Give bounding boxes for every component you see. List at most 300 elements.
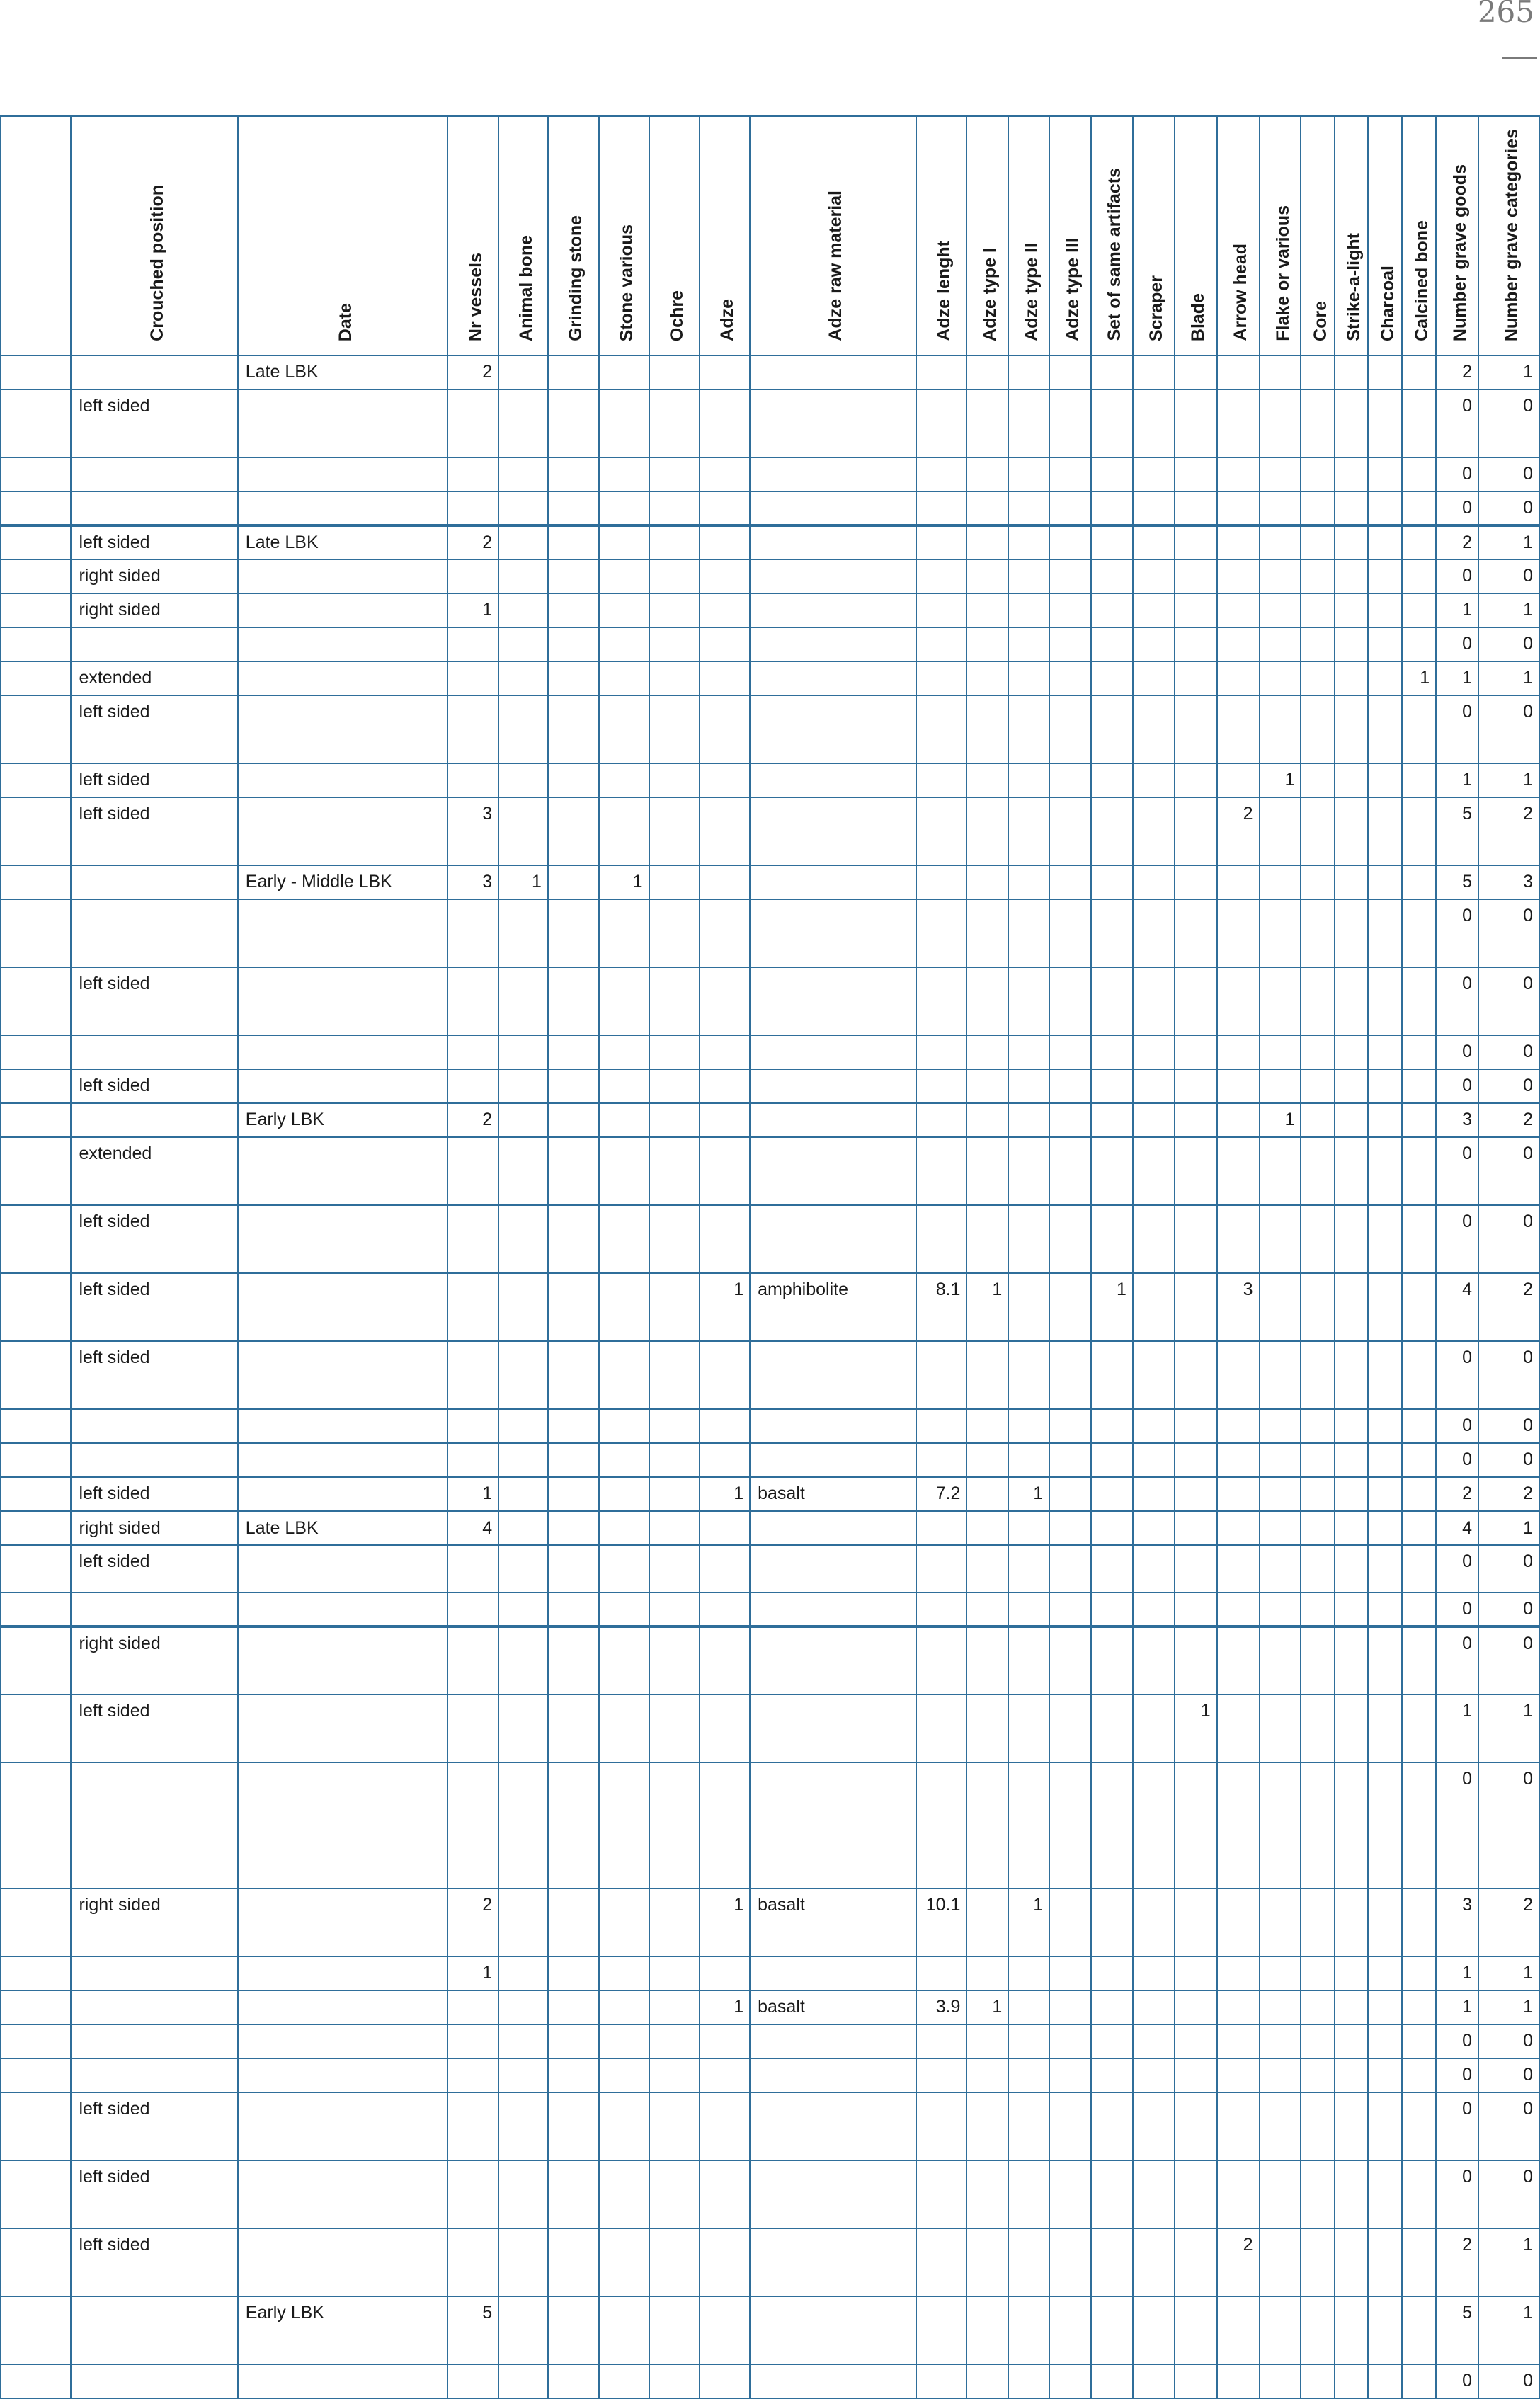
- cell-blade: [1175, 695, 1217, 763]
- cell-t3: [1049, 1592, 1091, 1626]
- cell-flake: [1260, 1341, 1301, 1409]
- cell-t1: [966, 797, 1008, 865]
- cell-blade: [1175, 1956, 1217, 1990]
- cell-scraper: [1133, 899, 1175, 967]
- cell-t2: [1008, 491, 1049, 525]
- cell-calcined: [1402, 1592, 1436, 1626]
- cell-vessels: [447, 491, 498, 525]
- cell-vessels: [447, 967, 498, 1035]
- cell-set: [1091, 1443, 1133, 1477]
- cell-goods: 0: [1436, 1762, 1478, 1888]
- cell-cats: 0: [1478, 1762, 1539, 1888]
- cell-ochre: [649, 1626, 700, 1694]
- cell-t1: [966, 1103, 1008, 1137]
- cell-goods: 0: [1436, 1035, 1478, 1069]
- cell-id: [1, 1443, 71, 1477]
- table-row: [1, 1477, 1539, 1511]
- cell-t1: [966, 1205, 1008, 1273]
- cell-scraper: [1133, 2296, 1175, 2364]
- cell-vessels: [447, 1545, 498, 1592]
- cell-goods: 1: [1436, 1694, 1478, 1762]
- cell-raw: [750, 1511, 916, 1545]
- table-row: [1, 2024, 1539, 2058]
- cell-arrow: [1217, 1341, 1260, 1409]
- cell-strike: [1335, 695, 1368, 763]
- table-header-row: [1, 116, 1539, 356]
- cell-stone: [599, 2160, 649, 2228]
- cell-scraper: [1133, 2058, 1175, 2092]
- cell-set: [1091, 491, 1133, 525]
- cell-grind: [548, 355, 599, 389]
- cell-date: [238, 1694, 448, 1762]
- cell-t2: [1008, 2092, 1049, 2160]
- cell-goods: 0: [1436, 2058, 1478, 2092]
- cell-strike: [1335, 559, 1368, 593]
- cell-charcoal: [1368, 1205, 1402, 1273]
- cell-scraper: [1133, 2092, 1175, 2160]
- cell-charcoal: [1368, 1443, 1402, 1477]
- cell-cats: 1: [1478, 593, 1539, 627]
- cell-adze: [700, 355, 750, 389]
- cell-scraper: [1133, 1694, 1175, 1762]
- cell-calcined: [1402, 865, 1436, 899]
- cell-t3: [1049, 1477, 1091, 1511]
- cell-calcined: [1402, 355, 1436, 389]
- cell-t2: [1008, 2364, 1049, 2398]
- cell-animal: [498, 2160, 548, 2228]
- cell-charcoal: [1368, 797, 1402, 865]
- cell-cats: 0: [1478, 627, 1539, 661]
- cell-t3: [1049, 2296, 1091, 2364]
- cell-raw: [750, 2092, 916, 2160]
- cell-vessels: [447, 2092, 498, 2160]
- cell-pos: left sided: [71, 763, 237, 797]
- cell-charcoal: [1368, 1956, 1402, 1990]
- cell-goods: 1: [1436, 763, 1478, 797]
- cell-pos: [71, 355, 237, 389]
- cell-date: [238, 1477, 448, 1511]
- cell-stone: [599, 1205, 649, 1273]
- cell-t2: [1008, 1103, 1049, 1137]
- cell-set: [1091, 797, 1133, 865]
- cell-t2: [1008, 1069, 1049, 1103]
- cell-charcoal: [1368, 1035, 1402, 1069]
- cell-date: [238, 763, 448, 797]
- col-header-date: [238, 116, 448, 356]
- cell-t1: [966, 1762, 1008, 1888]
- cell-cats: 0: [1478, 1205, 1539, 1273]
- cell-arrow: 2: [1217, 2228, 1260, 2296]
- cell-charcoal: [1368, 1592, 1402, 1626]
- cell-arrow: [1217, 661, 1260, 695]
- cell-arrow: [1217, 2092, 1260, 2160]
- cell-flake: [1260, 1069, 1301, 1103]
- cell-ochre: [649, 355, 700, 389]
- cell-arrow: [1217, 1205, 1260, 1273]
- cell-t1: [966, 593, 1008, 627]
- cell-blade: [1175, 2364, 1217, 2398]
- cell-blade: [1175, 2228, 1217, 2296]
- table-row: [1, 967, 1539, 1035]
- cell-adze: [700, 491, 750, 525]
- cell-arrow: [1217, 1443, 1260, 1477]
- cell-flake: [1260, 865, 1301, 899]
- cell-t2: [1008, 1694, 1049, 1762]
- cell-strike: [1335, 1069, 1368, 1103]
- cell-vessels: [447, 1409, 498, 1443]
- cell-flake: [1260, 559, 1301, 593]
- cell-t2: [1008, 899, 1049, 967]
- cell-grind: [548, 763, 599, 797]
- cell-raw: [750, 1694, 916, 1762]
- cell-flake: [1260, 2024, 1301, 2058]
- col-header-scraper: [1133, 116, 1175, 356]
- cell-blade: [1175, 1443, 1217, 1477]
- cell-blade: [1175, 2296, 1217, 2364]
- cell-t2: [1008, 525, 1049, 559]
- cell-arrow: [1217, 627, 1260, 661]
- cell-scraper: [1133, 389, 1175, 457]
- col-header-arrow: [1217, 116, 1260, 356]
- cell-id: [1, 1545, 71, 1592]
- cell-animal: [498, 1956, 548, 1990]
- cell-raw: [750, 797, 916, 865]
- col-header-t2: [1008, 116, 1049, 356]
- col-header-goods: [1436, 116, 1478, 356]
- cell-flake: [1260, 1592, 1301, 1626]
- cell-calcined: [1402, 1137, 1436, 1205]
- cell-vessels: 3: [447, 865, 498, 899]
- cell-calcined: [1402, 1341, 1436, 1409]
- cell-core: [1301, 627, 1335, 661]
- cell-date: [238, 899, 448, 967]
- cell-goods: 0: [1436, 1443, 1478, 1477]
- cell-charcoal: [1368, 355, 1402, 389]
- cell-t3: [1049, 559, 1091, 593]
- cell-strike: [1335, 1694, 1368, 1762]
- cell-stone: [599, 1035, 649, 1069]
- cell-vessels: 1: [447, 1477, 498, 1511]
- cell-set: [1091, 2160, 1133, 2228]
- cell-scraper: [1133, 1592, 1175, 1626]
- cell-pos: extended: [71, 661, 237, 695]
- cell-animal: [498, 1626, 548, 1694]
- cell-grind: [548, 1888, 599, 1956]
- cell-grind: [548, 593, 599, 627]
- cell-flake: 1: [1260, 763, 1301, 797]
- col-header-id: [1, 116, 71, 356]
- col-header-label: Date: [335, 302, 355, 341]
- cell-set: [1091, 1035, 1133, 1069]
- cell-goods: 0: [1436, 457, 1478, 491]
- cell-cats: 1: [1478, 355, 1539, 389]
- cell-vessels: [447, 1990, 498, 2024]
- cell-pos: [71, 1035, 237, 1069]
- cell-ochre: [649, 2228, 700, 2296]
- cell-len: [916, 559, 967, 593]
- col-header-grind: [548, 116, 599, 356]
- cell-ochre: [649, 2092, 700, 2160]
- cell-blade: [1175, 1511, 1217, 1545]
- cell-stone: [599, 627, 649, 661]
- cell-strike: [1335, 2296, 1368, 2364]
- cell-raw: basalt: [750, 1990, 916, 2024]
- cell-charcoal: [1368, 1511, 1402, 1545]
- cell-flake: [1260, 457, 1301, 491]
- cell-stone: [599, 1762, 649, 1888]
- cell-stone: [599, 1990, 649, 2024]
- cell-arrow: [1217, 1545, 1260, 1592]
- col-header-core: [1301, 116, 1335, 356]
- cell-t1: [966, 1592, 1008, 1626]
- cell-cats: 1: [1478, 1694, 1539, 1762]
- cell-id: [1, 1956, 71, 1990]
- cell-calcined: [1402, 389, 1436, 457]
- cell-date: Late LBK: [238, 1511, 448, 1545]
- cell-raw: [750, 2228, 916, 2296]
- cell-len: [916, 1956, 967, 1990]
- cell-pos: left sided: [71, 1273, 237, 1341]
- cell-cats: 0: [1478, 1545, 1539, 1592]
- cell-ochre: [649, 559, 700, 593]
- cell-raw: basalt: [750, 1888, 916, 1956]
- cell-t3: [1049, 1341, 1091, 1409]
- cell-strike: [1335, 355, 1368, 389]
- cell-strike: [1335, 1137, 1368, 1205]
- cell-core: [1301, 2228, 1335, 2296]
- cell-len: [916, 899, 967, 967]
- cell-date: [238, 1409, 448, 1443]
- cell-set: [1091, 763, 1133, 797]
- cell-goods: 0: [1436, 2092, 1478, 2160]
- cell-adze: [700, 2228, 750, 2296]
- cell-ochre: [649, 1069, 700, 1103]
- col-header-label: Animal bone: [515, 234, 536, 341]
- cell-animal: [498, 389, 548, 457]
- cell-len: [916, 355, 967, 389]
- cell-grind: [548, 899, 599, 967]
- table-row: [1, 1762, 1539, 1888]
- cell-charcoal: [1368, 389, 1402, 457]
- cell-ochre: [649, 457, 700, 491]
- cell-ochre: [649, 2160, 700, 2228]
- cell-goods: 1: [1436, 1990, 1478, 2024]
- page-number-rule: [1502, 57, 1537, 59]
- cell-set: [1091, 1545, 1133, 1592]
- cell-vessels: [447, 1443, 498, 1477]
- cell-raw: [750, 2058, 916, 2092]
- cell-t2: [1008, 967, 1049, 1035]
- cell-animal: [498, 2364, 548, 2398]
- table-row: [1, 593, 1539, 627]
- cell-grind: [548, 389, 599, 457]
- cell-vessels: [447, 1205, 498, 1273]
- cell-goods: 0: [1436, 2364, 1478, 2398]
- cell-adze: [700, 1443, 750, 1477]
- cell-strike: [1335, 1956, 1368, 1990]
- col-header-label: Blade: [1188, 292, 1209, 341]
- cell-adze: [700, 1205, 750, 1273]
- cell-len: [916, 1545, 967, 1592]
- cell-arrow: [1217, 1762, 1260, 1888]
- cell-core: [1301, 1990, 1335, 2024]
- cell-goods: 3: [1436, 1103, 1478, 1137]
- cell-raw: [750, 1443, 916, 1477]
- cell-charcoal: [1368, 559, 1402, 593]
- col-header-animal: [498, 116, 548, 356]
- cell-strike: [1335, 627, 1368, 661]
- cell-vessels: [447, 2024, 498, 2058]
- cell-calcined: [1402, 2092, 1436, 2160]
- cell-ochre: [649, 763, 700, 797]
- cell-t2: [1008, 1592, 1049, 1626]
- cell-id: [1, 1409, 71, 1443]
- cell-core: [1301, 1069, 1335, 1103]
- cell-ochre: [649, 1035, 700, 1069]
- cell-date: [238, 1069, 448, 1103]
- col-header-label: Adze: [717, 299, 738, 341]
- cell-raw: [750, 559, 916, 593]
- cell-ochre: [649, 1511, 700, 1545]
- cell-core: [1301, 1341, 1335, 1409]
- cell-t1: [966, 1069, 1008, 1103]
- cell-flake: [1260, 1990, 1301, 2024]
- cell-blade: [1175, 2024, 1217, 2058]
- cell-t1: [966, 1035, 1008, 1069]
- cell-raw: [750, 865, 916, 899]
- cell-grind: [548, 1103, 599, 1137]
- cell-pos: [71, 2024, 237, 2058]
- cell-grind: [548, 1762, 599, 1888]
- cell-t3: [1049, 2092, 1091, 2160]
- cell-date: Early LBK: [238, 1103, 448, 1137]
- cell-grind: [548, 661, 599, 695]
- cell-core: [1301, 389, 1335, 457]
- cell-charcoal: [1368, 2092, 1402, 2160]
- cell-set: [1091, 1694, 1133, 1762]
- cell-ochre: [649, 865, 700, 899]
- cell-arrow: [1217, 695, 1260, 763]
- cell-adze: [700, 1511, 750, 1545]
- table-row: [1, 2364, 1539, 2398]
- cell-t3: [1049, 593, 1091, 627]
- cell-cats: 1: [1478, 1511, 1539, 1545]
- cell-date: [238, 661, 448, 695]
- cell-core: [1301, 1273, 1335, 1341]
- cell-arrow: [1217, 491, 1260, 525]
- cell-vessels: [447, 899, 498, 967]
- cell-id: [1, 899, 71, 967]
- cell-raw: [750, 661, 916, 695]
- cell-ochre: [649, 627, 700, 661]
- cell-ochre: [649, 1409, 700, 1443]
- cell-core: [1301, 559, 1335, 593]
- cell-core: [1301, 899, 1335, 967]
- cell-pos: left sided: [71, 695, 237, 763]
- cell-strike: [1335, 1477, 1368, 1511]
- cell-animal: [498, 2024, 548, 2058]
- cell-strike: [1335, 1888, 1368, 1956]
- cell-t2: [1008, 1205, 1049, 1273]
- cell-pos: [71, 865, 237, 899]
- cell-goods: 0: [1436, 1592, 1478, 1626]
- cell-vessels: [447, 1626, 498, 1694]
- cell-t2: [1008, 1511, 1049, 1545]
- cell-date: [238, 2228, 448, 2296]
- cell-pos: left sided: [71, 2228, 237, 2296]
- cell-cats: 0: [1478, 967, 1539, 1035]
- cell-core: [1301, 1956, 1335, 1990]
- cell-t3: [1049, 1069, 1091, 1103]
- cell-cats: 1: [1478, 661, 1539, 695]
- cell-cats: 2: [1478, 1103, 1539, 1137]
- cell-date: [238, 1035, 448, 1069]
- cell-t3: [1049, 899, 1091, 967]
- cell-t1: [966, 661, 1008, 695]
- cell-pos: [71, 2058, 237, 2092]
- cell-animal: [498, 355, 548, 389]
- cell-scraper: [1133, 1477, 1175, 1511]
- col-header-t3: [1049, 116, 1091, 356]
- cell-vessels: [447, 763, 498, 797]
- cell-set: [1091, 1762, 1133, 1888]
- cell-goods: 1: [1436, 593, 1478, 627]
- cell-strike: [1335, 1990, 1368, 2024]
- cell-raw: [750, 695, 916, 763]
- cell-t1: [966, 865, 1008, 899]
- cell-t1: [966, 2092, 1008, 2160]
- cell-raw: [750, 1341, 916, 1409]
- cell-arrow: [1217, 1137, 1260, 1205]
- cell-raw: basalt: [750, 1477, 916, 1511]
- cell-stone: [599, 1409, 649, 1443]
- cell-adze: 1: [700, 1477, 750, 1511]
- cell-flake: [1260, 2092, 1301, 2160]
- cell-t2: [1008, 2160, 1049, 2228]
- cell-cats: 0: [1478, 491, 1539, 525]
- cell-vessels: 2: [447, 525, 498, 559]
- col-header-label: Crouched position: [147, 185, 167, 341]
- cell-date: [238, 2024, 448, 2058]
- cell-date: [238, 1888, 448, 1956]
- cell-t3: [1049, 389, 1091, 457]
- cell-t3: [1049, 1409, 1091, 1443]
- cell-vessels: [447, 1762, 498, 1888]
- cell-blade: [1175, 967, 1217, 1035]
- cell-calcined: [1402, 763, 1436, 797]
- table-row: [1, 1626, 1539, 1694]
- cell-adze: [700, 1545, 750, 1592]
- cell-blade: [1175, 627, 1217, 661]
- cell-stone: [599, 1592, 649, 1626]
- cell-len: [916, 2296, 967, 2364]
- cell-id: [1, 559, 71, 593]
- cell-ochre: [649, 1137, 700, 1205]
- cell-calcined: [1402, 1273, 1436, 1341]
- cell-raw: [750, 2296, 916, 2364]
- cell-id: [1, 763, 71, 797]
- cell-ochre: [649, 389, 700, 457]
- cell-stone: [599, 1626, 649, 1694]
- cell-blade: [1175, 1545, 1217, 1592]
- col-header-label: Adze type III: [1063, 238, 1083, 341]
- cell-arrow: [1217, 593, 1260, 627]
- cell-len: [916, 593, 967, 627]
- col-header-ochre: [649, 116, 700, 356]
- cell-animal: [498, 593, 548, 627]
- cell-strike: [1335, 2092, 1368, 2160]
- cell-id: [1, 355, 71, 389]
